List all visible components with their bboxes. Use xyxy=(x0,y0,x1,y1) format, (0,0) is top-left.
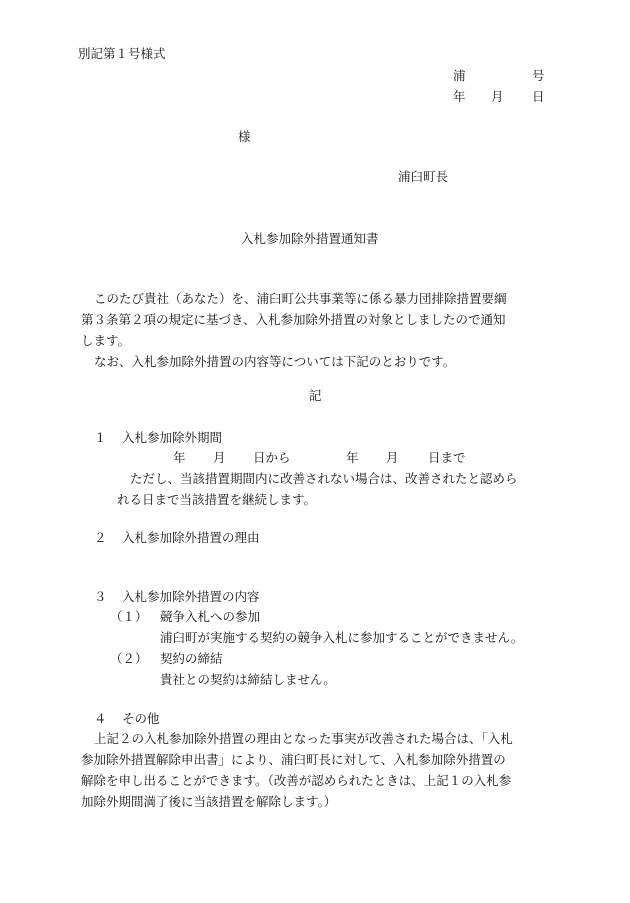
period-year-to: 年 xyxy=(346,450,359,465)
section-1-number: １ xyxy=(94,430,107,445)
section-4-line-3: 解除を申し出ることができます。（改善が認められたときは、上記１の入札参 xyxy=(81,773,512,788)
section-3-item-2-text: 貴社との契約は締結しません。 xyxy=(160,672,336,687)
issuer-name: 浦臼町長 xyxy=(398,169,449,184)
section-1-note-line-1: ただし、当該措置期間内に改善されない場合は、改善されたと認めら xyxy=(130,471,518,486)
section-3-heading: 入札参加除外措置の内容 xyxy=(122,589,260,604)
section-1-note-line-2: れる日まで当該措置を継続します。 xyxy=(117,492,317,507)
section-4-heading: その他 xyxy=(122,711,160,726)
period-month-to: 月 xyxy=(386,450,399,465)
section-4-line-1: 上記２の入札参加除外措置の理由となった事実が改善された場合は、「入札 xyxy=(94,731,513,746)
section-4-number: ４ xyxy=(94,711,107,726)
section-3-item-1-text: 浦臼町が実施する契約の競争入札に参加することができません。 xyxy=(160,630,524,645)
period-year-from: 年 xyxy=(173,450,186,465)
document-number-suffix: 号 xyxy=(532,68,545,83)
section-3-item-1-title: 競争入札への参加 xyxy=(160,609,261,624)
section-3-number: ３ xyxy=(94,589,107,604)
intro-line-3: します。 xyxy=(81,333,131,348)
section-3-item-2-title: 契約の締結 xyxy=(160,651,223,666)
date-year: 年 xyxy=(453,89,466,104)
date-day: 日 xyxy=(532,89,545,104)
form-label: 別記第１号様式 xyxy=(78,46,166,61)
ki-heading: 記 xyxy=(309,388,322,403)
intro-line-1: このたび貴社（あなた）を、浦臼町公共事業等に係る暴力団排除措置要綱 xyxy=(94,291,507,306)
section-4-line-4: 加除外期間満了後に当該措置を解除します。） xyxy=(81,794,337,809)
section-2-number: ２ xyxy=(94,530,107,545)
document-number-prefix: 浦 xyxy=(453,68,466,83)
period-month-from: 月 xyxy=(213,450,226,465)
period-day-to: 日まで xyxy=(428,450,466,465)
intro-line-4: なお、入札参加除外措置の内容等については下記のとおりです。 xyxy=(94,354,456,369)
section-1-heading: 入札参加除外期間 xyxy=(122,430,223,445)
section-3-item-2-number: （２） xyxy=(110,651,148,666)
intro-line-2: 第３条第２項の規定に基づき、入札参加除外措置の対象としましたので通知 xyxy=(81,312,506,327)
section-3-item-1-number: （１） xyxy=(110,609,148,624)
section-4-line-2: 参加除外措置解除申出書」により、浦臼町長に対して、入札参加除外措置の xyxy=(81,752,506,767)
document-title: 入札参加除外措置通知書 xyxy=(241,231,379,246)
addressee-honorific: 様 xyxy=(238,129,251,144)
period-day-from: 日から xyxy=(253,450,291,465)
date-month: 月 xyxy=(491,89,504,104)
section-2-heading: 入札参加除外措置の理由 xyxy=(122,530,260,545)
